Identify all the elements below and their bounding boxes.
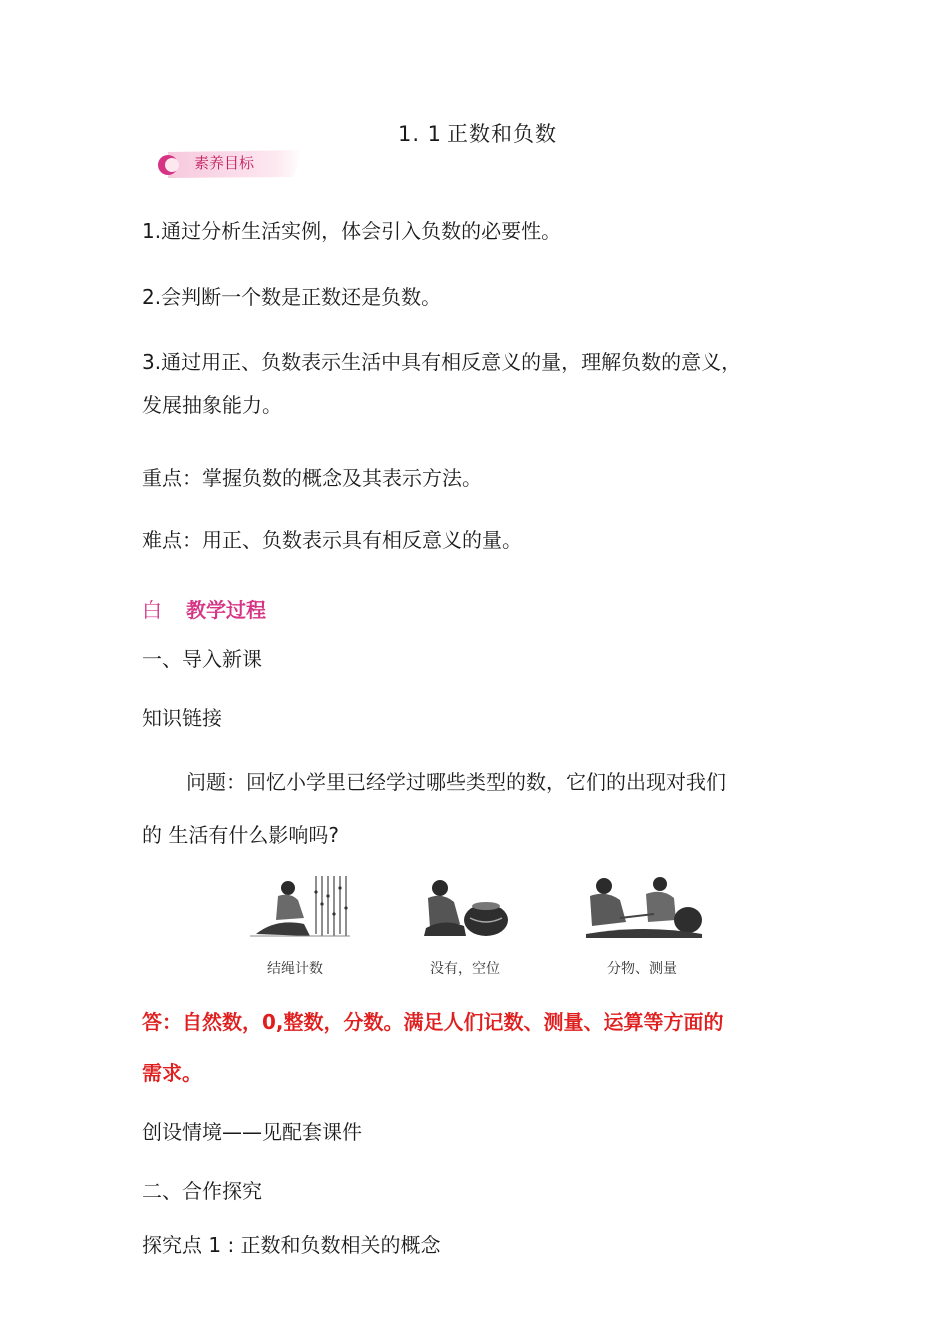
question-line-2: 的 生活有什么影响吗? [142, 823, 339, 847]
figure-caption-1: 结绳计数 [267, 961, 323, 977]
answer-line-1: 答：自然数，0,整数，分数。满足人们记数、测量、运算等方面的 [142, 1010, 724, 1034]
goal-item-1: 1.通过分析生活实例，体会引入负数的必要性。 [142, 219, 562, 243]
empty-place-illustration [420, 874, 516, 940]
goal-item-3-continued: 发展抽象能力。 [142, 393, 282, 417]
section-goals-label: 素养目标 [194, 154, 255, 172]
figure-caption-2: 没有，空位 [430, 961, 500, 977]
knot-counting-illustration [246, 874, 356, 940]
goal-item-3: 3.通过用正、负数表示生活中具有相反意义的量，理解负数的意义， [142, 350, 742, 374]
figure-caption-3: 分物、测量 [607, 961, 677, 977]
explore-point-1: 探究点 1 : 正数和负数相关的概念 [142, 1233, 441, 1257]
scenario-line: 创设情境——见配套课件 [142, 1120, 362, 1144]
process-heading: 教学过程 [186, 598, 266, 622]
part2-heading: 二、合作探究 [142, 1179, 262, 1203]
process-icon: 白 [142, 598, 162, 622]
part1-heading: 一、导入新课 [142, 647, 262, 671]
question-line-1: 问题：回忆小学里已经学过哪些类型的数，它们的出现对我们 [186, 770, 726, 794]
knowledge-link-heading: 知识链接 [142, 706, 222, 730]
goal-item-2: 2.会判断一个数是正数还是负数。 [142, 285, 442, 309]
key-point: 重点：掌握负数的概念及其表示方法。 [142, 466, 482, 490]
page-title [0, 118, 950, 148]
title-number: 1. 1 [397, 122, 443, 146]
dividing-measuring-illustration [584, 874, 704, 940]
answer-line-2: 需求。 [142, 1061, 202, 1085]
difficult-point: 难点：用正、负数表示具有相反意义的量。 [142, 528, 522, 552]
title-text: 正数和负数 [447, 122, 558, 146]
